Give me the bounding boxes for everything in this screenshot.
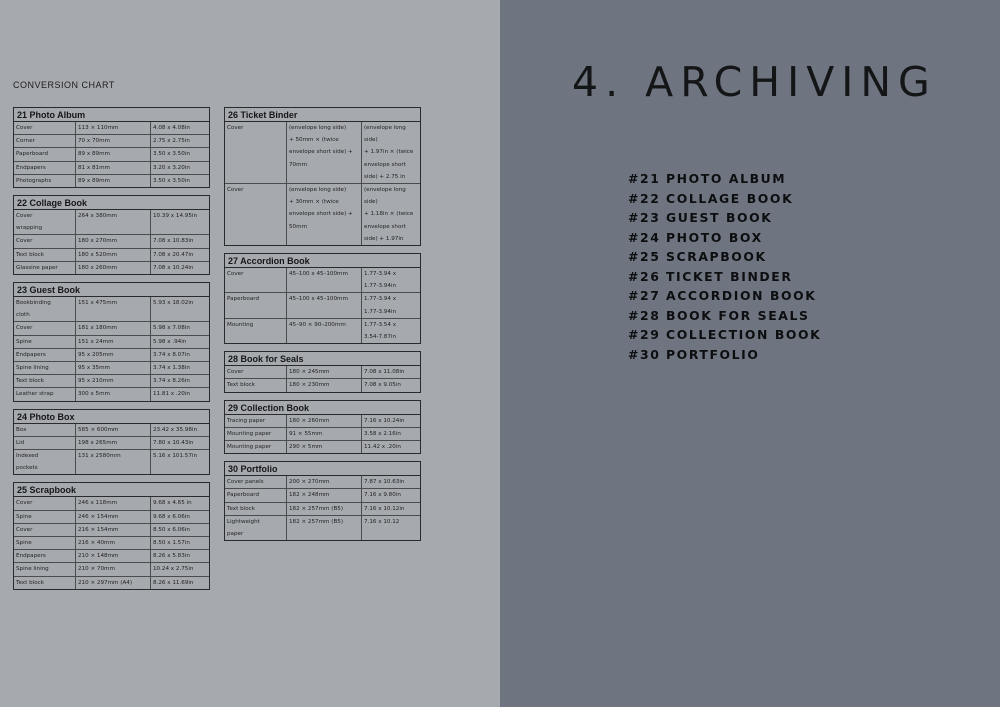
toc-item-number: #23 xyxy=(628,210,661,225)
table-row xyxy=(14,122,209,135)
conversion-table-title: 23 Guest Book xyxy=(14,283,209,297)
conversion-table xyxy=(13,195,210,275)
imperial-size-cell: 10.24 x 2.75in xyxy=(153,566,194,573)
toc-item-number: #25 xyxy=(628,249,661,264)
table-row xyxy=(225,184,420,245)
right-page xyxy=(500,0,1000,707)
imperial-size-cell: 3.50 x 3.50in xyxy=(153,177,190,184)
toc-item-label: BOOK FOR SEALS xyxy=(666,307,810,323)
metric-size-cell: 95 x 210mm xyxy=(76,375,151,387)
imperial-size-cell: 3.58 x 2.16in xyxy=(364,430,401,437)
item-name-cell: Cover xyxy=(14,524,76,536)
item-name-cell: Endpapers xyxy=(14,349,76,361)
table-row xyxy=(14,577,209,589)
metric-size-cell: 151 x 24mm xyxy=(76,336,151,348)
item-name-cell: Cover xyxy=(14,497,76,509)
imperial-size-cell: 23.42 x 35.98in xyxy=(153,426,197,433)
imperial-size-cell: 4.08 x 4.08in xyxy=(153,125,190,131)
item-name-cell: Tracing paper xyxy=(225,415,287,427)
conversion-table xyxy=(13,282,210,402)
table-row xyxy=(14,537,209,550)
conversion-table-title: 22 Collage Book xyxy=(14,196,209,210)
imperial-size-cell: 7.16 x 9.80in xyxy=(364,492,401,499)
item-name-cell: Cover xyxy=(14,122,76,134)
table-of-contents xyxy=(628,169,821,364)
metric-size-cell: 290 × 5mm xyxy=(287,441,362,453)
item-name-cell: Lid xyxy=(14,437,76,449)
imperial-size-cell: 11.42 x .20in xyxy=(364,444,401,451)
item-name-cell: Paperboard xyxy=(14,148,76,160)
item-name-cell: Spine xyxy=(14,537,76,549)
item-name-cell: Spine lining xyxy=(14,362,76,374)
toc-item-label: ACCORDION BOOK xyxy=(666,288,817,303)
item-name-cell: Glassine paper xyxy=(14,262,76,274)
metric-size-cell: 95 x 35mm xyxy=(76,362,151,374)
metric-size-cell: 180 x 270mm xyxy=(76,235,151,247)
metric-size-cell: 182 × 257mm (B5) xyxy=(287,516,362,540)
conversion-table-title: 21 Photo Album xyxy=(14,108,209,122)
table-row xyxy=(225,516,420,540)
table-row xyxy=(14,349,209,362)
metric-size-cell: 81 x 81mm xyxy=(76,162,151,174)
imperial-size-cell: 3.20 x 3.20in xyxy=(153,164,190,171)
metric-size-cell: 180 x 260mm xyxy=(76,262,151,274)
conversion-table-title: 28 Book for Seals xyxy=(225,352,420,366)
toc-item xyxy=(628,286,821,306)
conversion-table-title: 26 Ticket Binder xyxy=(225,108,420,122)
item-name-cell: Text block xyxy=(225,503,287,515)
imperial-size-cell: 7.08 x 10.24in xyxy=(153,264,194,271)
item-name-cell: Cover panels xyxy=(225,476,287,488)
metric-size-cell: 181 x 180mm xyxy=(76,322,151,334)
table-row xyxy=(225,441,420,453)
table-row xyxy=(14,235,209,248)
imperial-size-cell: 9.68 x 4.65 in xyxy=(153,500,192,507)
item-name-cell: Box xyxy=(14,424,76,436)
imperial-size-cell: 1.77-3.54 x 3.54-7.87in xyxy=(364,321,397,341)
toc-item xyxy=(628,267,821,287)
metric-size-cell: 95 x 205mm xyxy=(76,349,151,361)
table-row xyxy=(14,511,209,524)
item-name-cell: Cover xyxy=(225,268,287,292)
imperial-size-cell: 8.26 x 5.83in xyxy=(153,553,190,560)
table-row xyxy=(225,415,420,428)
conversion-table-title: 24 Photo Box xyxy=(14,410,209,424)
toc-item xyxy=(628,325,821,345)
metric-size-cell: 70 x 70mm xyxy=(76,135,151,147)
conversion-column-right xyxy=(224,107,421,548)
item-name-cell: Indexed pockets xyxy=(14,450,76,474)
imperial-size-cell: 5.98 x .94in xyxy=(153,338,187,345)
metric-size-cell: 113 × 110mm xyxy=(76,122,151,134)
imperial-size-cell: 8.26 x 11.69in xyxy=(153,579,194,586)
metric-size-cell: 45–90 × 90–200mm xyxy=(287,319,362,343)
toc-item-label: PORTFOLIO xyxy=(666,346,760,362)
metric-size-cell: (envelope long side) + 30mm × (twice envelope short side) + 50mm xyxy=(287,184,362,245)
toc-item-label: COLLECTION BOOK xyxy=(666,327,822,342)
metric-size-cell: 246 × 154mm xyxy=(76,511,151,523)
imperial-size-cell: 11.81 x .20in xyxy=(153,391,190,398)
conversion-table-title: 30 Portfolio xyxy=(225,462,420,476)
item-name-cell: Corner xyxy=(14,135,76,147)
table-row xyxy=(225,319,420,343)
table-row xyxy=(14,249,209,262)
item-name-cell: Photographs xyxy=(14,175,76,187)
toc-item xyxy=(628,169,821,189)
table-row xyxy=(14,550,209,563)
table-row xyxy=(14,210,209,235)
imperial-size-cell: 7.80 x 10.43in xyxy=(153,439,194,446)
imperial-size-cell: 7.08 x 11.08in xyxy=(364,369,405,376)
item-name-cell: Bookbinding cloth xyxy=(14,297,76,321)
metric-size-cell: 180 × 230mm xyxy=(287,379,362,391)
conversion-table-title: 29 Collection Book xyxy=(225,401,420,415)
table-row xyxy=(14,437,209,450)
table-row xyxy=(14,375,209,388)
table-row xyxy=(225,476,420,489)
conversion-table xyxy=(224,351,421,392)
toc-item xyxy=(628,247,821,267)
table-row xyxy=(14,497,209,510)
item-name-cell: Lightweight paper xyxy=(225,516,287,540)
toc-item-number: #26 xyxy=(628,268,661,284)
imperial-size-cell: 1.77-3.94 x 1.77-3.94in xyxy=(364,271,397,290)
item-name-cell: Cover xyxy=(225,122,287,183)
item-name-cell: Mounting paper xyxy=(225,441,287,453)
metric-size-cell: 182 × 257mm (B5) xyxy=(287,503,362,515)
table-row xyxy=(14,450,209,474)
item-name-cell: Text block xyxy=(14,249,76,261)
toc-item-label: TICKET BINDER xyxy=(666,268,793,284)
metric-size-cell: 300 x 5mm xyxy=(76,388,151,400)
imperial-size-cell: 7.16 x 10.12in xyxy=(364,505,405,512)
table-row xyxy=(225,489,420,502)
toc-item xyxy=(628,208,821,228)
conversion-table xyxy=(13,107,210,188)
imperial-size-cell: 5.16 x 101.57in xyxy=(153,453,197,460)
item-name-cell: Paperboard xyxy=(225,489,287,501)
metric-size-cell: 91 × 55mm xyxy=(287,428,362,440)
conversion-table xyxy=(224,400,421,455)
metric-size-cell: 210 × 297mm (A4) xyxy=(76,577,151,589)
toc-item-label: COLLAGE BOOK xyxy=(666,190,794,206)
metric-size-cell: 180 x 520mm xyxy=(76,249,151,261)
table-row xyxy=(225,428,420,441)
metric-size-cell: 180 × 260mm xyxy=(287,415,362,427)
table-row xyxy=(225,503,420,516)
toc-item-number: #22 xyxy=(628,190,661,206)
item-name-cell: Text block xyxy=(14,375,76,387)
imperial-size-cell: 7.08 x 9.05in xyxy=(364,382,401,389)
conversion-table xyxy=(224,253,421,344)
table-row xyxy=(14,262,209,274)
metric-size-cell: 200 × 270mm xyxy=(287,476,362,488)
toc-item-label: GUEST BOOK xyxy=(666,210,773,225)
metric-size-cell: 264 x 380mm xyxy=(76,210,151,234)
metric-size-cell: (envelope long side) + 50mm × (twice envelope short side) + 70mm xyxy=(287,122,362,183)
table-row xyxy=(14,524,209,537)
item-name-cell: Spine lining xyxy=(14,563,76,575)
conversion-table xyxy=(224,107,421,246)
table-row xyxy=(14,336,209,349)
item-name-cell: Text block xyxy=(14,577,76,589)
imperial-size-cell: 7.16 x 10.24in xyxy=(364,417,405,424)
table-row xyxy=(225,293,420,318)
table-row xyxy=(225,122,420,184)
toc-item xyxy=(628,306,821,326)
item-name-cell: Leather strap xyxy=(14,388,76,400)
conversion-table-title: 25 Scrapbook xyxy=(14,483,209,497)
toc-item xyxy=(628,345,821,365)
imperial-size-cell: 2.75 x 2.75in xyxy=(153,138,190,145)
imperial-size-cell: 1.77-3.94 x 1.77-3.94in xyxy=(364,296,397,315)
table-row xyxy=(14,388,209,400)
toc-item-number: #21 xyxy=(628,171,661,186)
metric-size-cell: 246 x 118mm xyxy=(76,497,151,509)
item-name-cell: Spine xyxy=(14,336,76,348)
toc-item-label: PHOTO ALBUM xyxy=(666,171,787,186)
item-name-cell: Cover wrapping xyxy=(14,210,76,234)
item-name-cell: Mounting xyxy=(225,319,287,343)
item-name-cell: Endpapers xyxy=(14,550,76,562)
item-name-cell: Endpapers xyxy=(14,162,76,174)
imperial-size-cell: (envelope long side) + 1.18in × (twice envelope short side) + 1.97in xyxy=(364,187,414,242)
table-row xyxy=(14,148,209,161)
toc-item-label: PHOTO BOX xyxy=(666,229,763,245)
metric-size-cell: 198 x 265mm xyxy=(76,437,151,449)
metric-size-cell: 216 × 154mm xyxy=(76,524,151,536)
imperial-size-cell: 7.08 x 10.83in xyxy=(153,238,194,245)
imperial-size-cell: 8.50 x 6.06in xyxy=(153,526,190,533)
metric-size-cell: 45–100 x 45–100mm xyxy=(287,268,362,292)
item-name-cell: Cover xyxy=(225,366,287,378)
conversion-table-title: 27 Accordion Book xyxy=(225,254,420,268)
toc-item xyxy=(628,228,821,248)
conversion-table xyxy=(13,482,210,589)
metric-size-cell: 131 x 2580mm xyxy=(76,450,151,474)
toc-item xyxy=(628,189,821,209)
metric-size-cell: 182 × 248mm xyxy=(287,489,362,501)
imperial-size-cell: 10.39 x 14.95in xyxy=(153,213,197,220)
metric-size-cell: 216 × 40mm xyxy=(76,537,151,549)
table-row xyxy=(14,563,209,576)
item-name-cell: Text block xyxy=(225,379,287,391)
metric-size-cell: 45–100 x 45–100mm xyxy=(287,293,362,317)
chapter-title: 4. ARCHIVING xyxy=(572,58,937,106)
toc-item-number: #27 xyxy=(628,288,661,303)
conversion-table xyxy=(13,409,210,476)
toc-item-number: #29 xyxy=(628,327,661,342)
metric-size-cell: 210 × 70mm xyxy=(76,563,151,575)
table-row xyxy=(225,366,420,379)
table-row xyxy=(14,424,209,437)
toc-item-number: #24 xyxy=(628,229,661,245)
imperial-size-cell: (envelope long side) + 1.97in × (twice envelope short side) + 2.75 in xyxy=(364,125,414,180)
metric-size-cell: 89 x 89mm xyxy=(76,175,151,187)
imperial-size-cell: 3.74 x 8.07in xyxy=(153,351,190,358)
table-row xyxy=(14,135,209,148)
imperial-size-cell: 3.74 x 8.26in xyxy=(153,378,190,385)
imperial-size-cell: 9.68 x 6.06in xyxy=(153,513,190,520)
item-name-cell: Cover xyxy=(225,184,287,245)
imperial-size-cell: 7.87 x 10.63in xyxy=(364,479,405,486)
table-row xyxy=(14,362,209,375)
imperial-size-cell: 3.74 x 1.38in xyxy=(153,365,190,372)
imperial-size-cell: 3.50 x 3.50in xyxy=(153,151,190,158)
toc-item-number: #30 xyxy=(628,346,661,362)
toc-item-number: #28 xyxy=(628,307,661,323)
metric-size-cell: 89 x 89mm xyxy=(76,148,151,160)
metric-size-cell: 151 x 475mm xyxy=(76,297,151,321)
toc-item-label: SCRAPBOOK xyxy=(666,249,767,264)
imperial-size-cell: 5.93 x 18.02in xyxy=(153,300,194,307)
item-name-cell: Cover xyxy=(14,322,76,334)
metric-size-cell: 585 × 600mm xyxy=(76,424,151,436)
item-name-cell: Paperboard xyxy=(225,293,287,317)
metric-size-cell: 210 × 148mm xyxy=(76,550,151,562)
imperial-size-cell: 5.98 x 7.08in xyxy=(153,325,190,332)
metric-size-cell: 180 × 245mm xyxy=(287,366,362,378)
imperial-size-cell: 7.16 x 10.12 xyxy=(364,518,400,525)
imperial-size-cell: 7.08 x 20.47in xyxy=(153,251,194,258)
table-row xyxy=(225,379,420,391)
item-name-cell: Cover xyxy=(14,235,76,247)
item-name-cell: Spine xyxy=(14,511,76,523)
table-row xyxy=(14,175,209,187)
imperial-size-cell: 8.50 x 1.57in xyxy=(153,540,190,547)
conversion-column-left xyxy=(13,107,210,597)
conversion-table xyxy=(224,461,421,541)
conversion-chart-heading: CONVERSION CHART xyxy=(13,80,115,90)
table-row xyxy=(14,322,209,335)
item-name-cell: Mounting paper xyxy=(225,428,287,440)
table-row xyxy=(14,162,209,175)
table-row xyxy=(225,268,420,293)
table-row xyxy=(14,297,209,322)
